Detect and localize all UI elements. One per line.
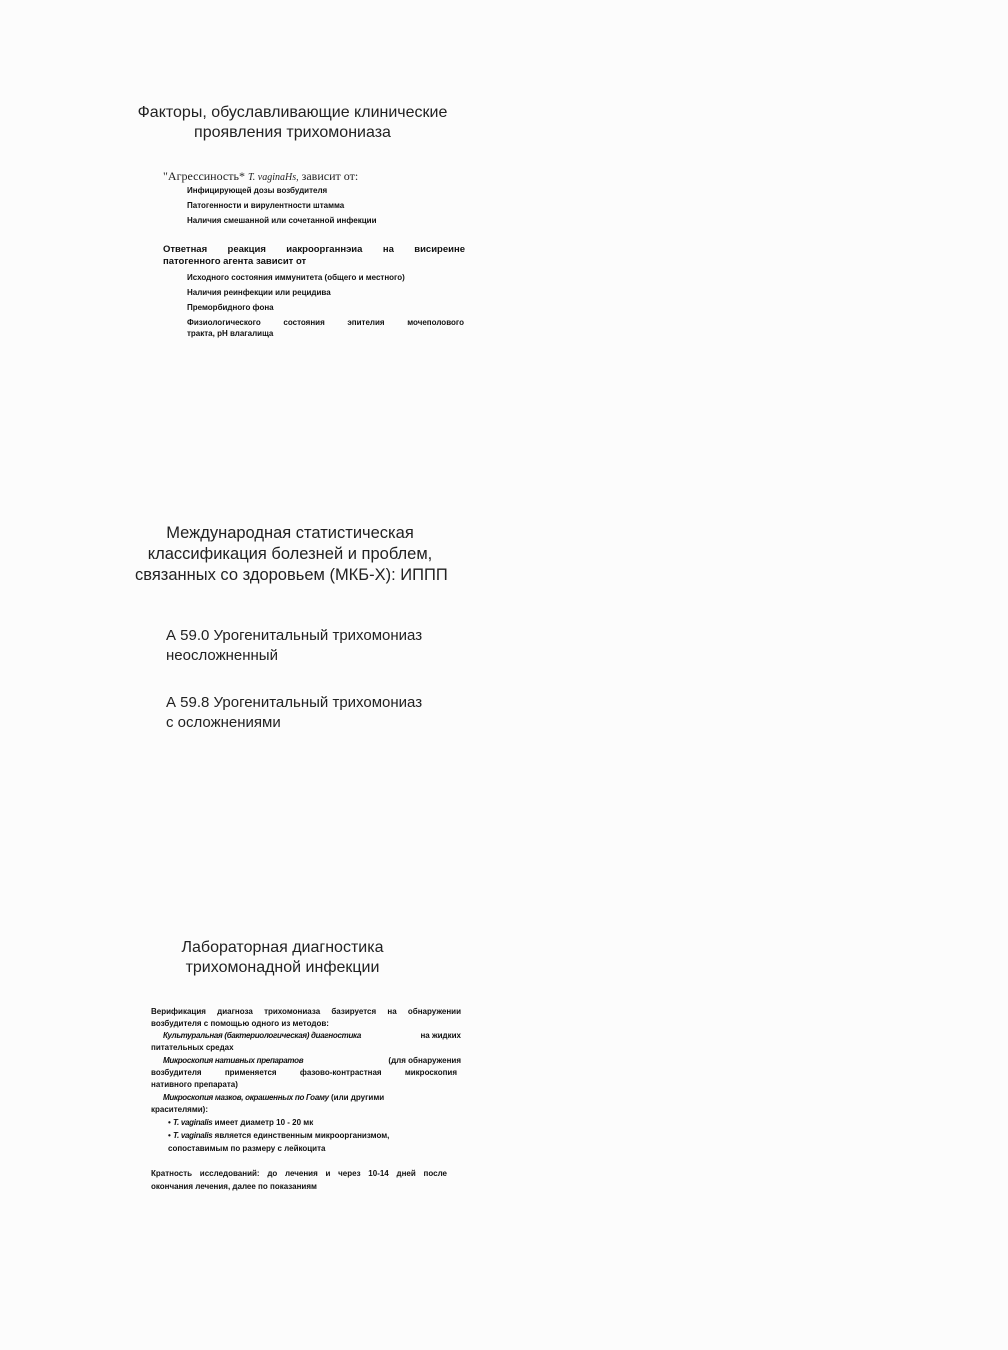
icd-code-entry: А 59.8 Урогенитальный трихомониаз с осложнениями: [166, 694, 423, 731]
slide-title: [130, 103, 455, 143]
bullet-icon: •: [168, 1118, 171, 1127]
paragraph-line: питательных средах: [151, 1043, 234, 1052]
list-item: Физиологического состояния эпителия мочеполового: [187, 318, 464, 327]
slide-title: [135, 523, 448, 586]
slide-title: [160, 938, 405, 978]
title-line: проявления трихомониаза: [194, 124, 391, 141]
list-item: Наличия смешанной или сочетанной инфекции: [187, 216, 377, 225]
list-item: Наличия реинфекции или рецидива: [187, 288, 331, 297]
title-line: Международная статистическая: [166, 524, 414, 542]
aggressiveness-intro: "Агрессиность* T. vaginaHs, зависит от:: [163, 169, 359, 183]
slide-lab-diagnostics: [0, 840, 1008, 1350]
paragraph-line: окончания лечения, далее по показаниям: [151, 1182, 317, 1191]
bullet-item: • T. vaginalis имеет диаметр 10 - 20 мк: [168, 1118, 314, 1127]
paragraph-line: красителями):: [151, 1105, 208, 1114]
bullet-item-continued: сопоставимым по размеру с лейкоцита: [168, 1144, 326, 1153]
response-heading: Ответная реакция иакроорганнэиа на висиреине: [163, 244, 465, 255]
method-native-microscopy: Микроскопия нативных препаратов (для обнаружения: [163, 1056, 461, 1065]
list-item: Преморбидного фона: [187, 303, 274, 312]
paragraph-line: Верификация диагноза трихомониаза базируется на обнаружении: [151, 1007, 461, 1016]
paragraph-line: возбудителя применяется фазово-контрастная микроскопия: [151, 1068, 457, 1077]
paragraph-line: возбудителя с помощью одного из методов:: [151, 1019, 329, 1028]
paragraph-line: Кратность исследований: до лечения и через 10-14 дней после: [151, 1169, 447, 1178]
list-item: Инфицирующей дозы возбудителя: [187, 186, 328, 195]
title-line: классификация болезней и проблем,: [147, 545, 433, 563]
response-heading-line2: патогенного агента зависит от: [163, 256, 307, 267]
list-item: Исходного состояния иммунитета (общего и местного): [187, 273, 405, 282]
paragraph-line: нативного препарата): [151, 1080, 238, 1089]
method-stained-smear: Микроскопия мазков, окрашенных по Гоаму (или другими: [163, 1093, 385, 1102]
bullet-icon: •: [168, 1131, 171, 1140]
title-line: Лабораторная диагностика: [181, 939, 384, 956]
list-item-continued: тракта, рН влагалища: [187, 329, 274, 338]
slide-icd10: [0, 420, 1008, 840]
title-line: Факторы, обуславливающие клинические: [137, 104, 448, 121]
method-culture: Культуральная (бактериологическая) диагностика на жидких: [163, 1031, 461, 1040]
bullet-item: • T. vaginalis является единственным микроорганизмом,: [168, 1131, 390, 1140]
icd-code-entry: А 59.0 Урогенитальный трихомониаз неосложненный: [166, 627, 423, 664]
list-item: Патогенности и вирулентности штамма: [187, 201, 345, 210]
title-line: трихомонадной инфекции: [185, 959, 380, 976]
slide-factors: [0, 0, 1008, 420]
title-line: связанных со здоровьем (МКБ-Х): ИППП: [135, 566, 448, 584]
